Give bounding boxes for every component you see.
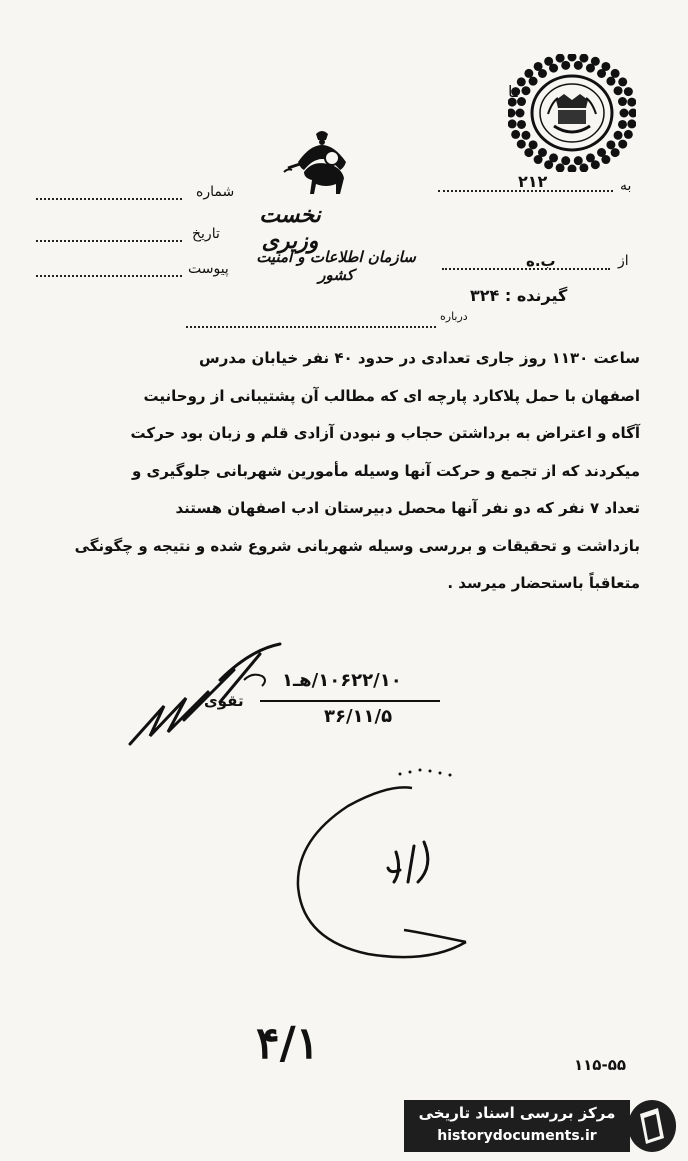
recipient-line: گیرنده : ۳۲۴ bbox=[470, 286, 568, 305]
seal-dot bbox=[618, 140, 627, 149]
seal-dot bbox=[574, 156, 583, 165]
seal-dot bbox=[544, 57, 553, 66]
body-line: میکردند که از تجمع و حرکت آنها وسیله مأمورین شهربانی جلوگیری و bbox=[131, 461, 640, 480]
seal-dot bbox=[508, 109, 516, 118]
from-label: از bbox=[618, 253, 629, 269]
reference-divider bbox=[260, 700, 440, 702]
archive-logo-icon bbox=[626, 1098, 678, 1154]
seal-dot bbox=[614, 86, 623, 95]
dotted-mark-icon bbox=[396, 764, 456, 784]
reference-number: ۱۰۶۲۲/۱۰/هـ۱ bbox=[282, 670, 402, 691]
seal-dot bbox=[606, 140, 615, 149]
seal-dot bbox=[521, 131, 530, 140]
number-label: شماره bbox=[196, 184, 235, 200]
seal-dot bbox=[620, 109, 629, 118]
seal-dot bbox=[629, 109, 637, 118]
seal-dot bbox=[556, 54, 565, 63]
letter-body bbox=[30, 340, 640, 603]
org-subtitle: سازمان اطلاعات و امنیت کشور bbox=[256, 248, 416, 284]
seal-dot bbox=[529, 140, 538, 149]
seal-dot bbox=[561, 156, 570, 165]
seal-dot bbox=[601, 155, 610, 164]
seal-mark: ـا bbox=[508, 82, 518, 101]
seal-dot bbox=[524, 69, 533, 78]
seal-dot bbox=[624, 130, 633, 139]
seal-dot bbox=[516, 109, 525, 118]
seal-dot bbox=[529, 77, 538, 86]
seal-dot bbox=[517, 77, 526, 86]
seal-dot bbox=[511, 130, 520, 139]
reference-date: ۳۶/۱۱/۵ bbox=[324, 706, 393, 727]
watermark-banner bbox=[404, 1100, 630, 1152]
seal-dot bbox=[614, 131, 623, 140]
seal-dot bbox=[591, 57, 600, 66]
handwritten-annotation-icon bbox=[288, 782, 488, 967]
to-value: ۲۱۲ bbox=[518, 172, 548, 191]
date-line bbox=[36, 240, 182, 242]
watermark-title: مرکز بررسی اسناد تاریخی bbox=[418, 1104, 616, 1122]
body-line: متعاقباً باستحضار میرسد . bbox=[447, 574, 640, 592]
body-line: تعداد ۷ نفر که دو نفر آنها محصل دبیرستان ادب اصفهان هستند bbox=[175, 499, 640, 517]
seal-dot bbox=[601, 62, 610, 71]
seal-dot bbox=[517, 97, 526, 106]
seal-dot bbox=[606, 77, 615, 86]
about-line bbox=[186, 326, 436, 328]
number-line bbox=[36, 198, 182, 200]
seal-dot bbox=[521, 86, 530, 95]
date-label: تاریخ bbox=[192, 226, 220, 242]
seal-dot bbox=[534, 62, 543, 71]
seal-dot bbox=[517, 140, 526, 149]
seal-dot bbox=[618, 120, 627, 129]
signature-name: تقوی bbox=[204, 692, 244, 710]
to-label: به bbox=[620, 178, 632, 194]
attachment-line bbox=[36, 275, 182, 277]
page-code: ۱۱۵-۵۵ bbox=[574, 1056, 627, 1074]
seal-dot bbox=[568, 165, 577, 173]
seal-dot bbox=[611, 69, 620, 78]
seal-dot bbox=[591, 160, 600, 169]
seal-dot bbox=[579, 54, 588, 63]
official-seal-icon bbox=[508, 54, 636, 172]
seal-dot bbox=[544, 160, 553, 169]
seal-dot bbox=[524, 148, 533, 157]
lion-and-sun-emblem-icon bbox=[282, 128, 362, 208]
body-line: اصفهان با حمل پلاکارد پارچه ای که مطالب آن پشتیبانی از روحانیت bbox=[143, 386, 640, 405]
seal-dot bbox=[579, 163, 588, 172]
seal-dot bbox=[517, 120, 526, 129]
handwritten-number: ۴/۱ bbox=[256, 1018, 320, 1069]
attachment-label: پیوست bbox=[188, 261, 229, 277]
body-line: آگاه و اعتراض به برداشتن حجاب و نبودن آزادی قلم و زبان بود حرکت bbox=[130, 424, 640, 442]
seal-dot bbox=[556, 163, 565, 172]
seal-dot bbox=[624, 87, 633, 96]
seal-dot bbox=[574, 61, 583, 70]
org-title: نخست وزیری bbox=[259, 202, 321, 254]
from-value: ب.ه bbox=[526, 252, 556, 270]
seal-dot bbox=[618, 97, 627, 106]
seal-dot bbox=[627, 98, 636, 107]
seal-dot bbox=[508, 119, 517, 128]
watermark-url: historydocuments.ir bbox=[437, 1128, 597, 1144]
seal-dot bbox=[627, 119, 636, 128]
seal-dot bbox=[561, 61, 570, 70]
seal-dot bbox=[611, 148, 620, 157]
body-line: بازداشت و تحقیقات و بررسی وسیله شهربانی شروع شده و نتیجه و چگونگی bbox=[74, 536, 640, 555]
seal-dot bbox=[534, 155, 543, 164]
seal-dot bbox=[618, 77, 627, 86]
seal-dot bbox=[568, 54, 577, 62]
body-line: ساعت ۱۱۳۰ روز جاری تعدادی در حدود ۴۰ نفر خیابان مدرس bbox=[199, 349, 640, 367]
about-label: درباره bbox=[440, 310, 468, 323]
